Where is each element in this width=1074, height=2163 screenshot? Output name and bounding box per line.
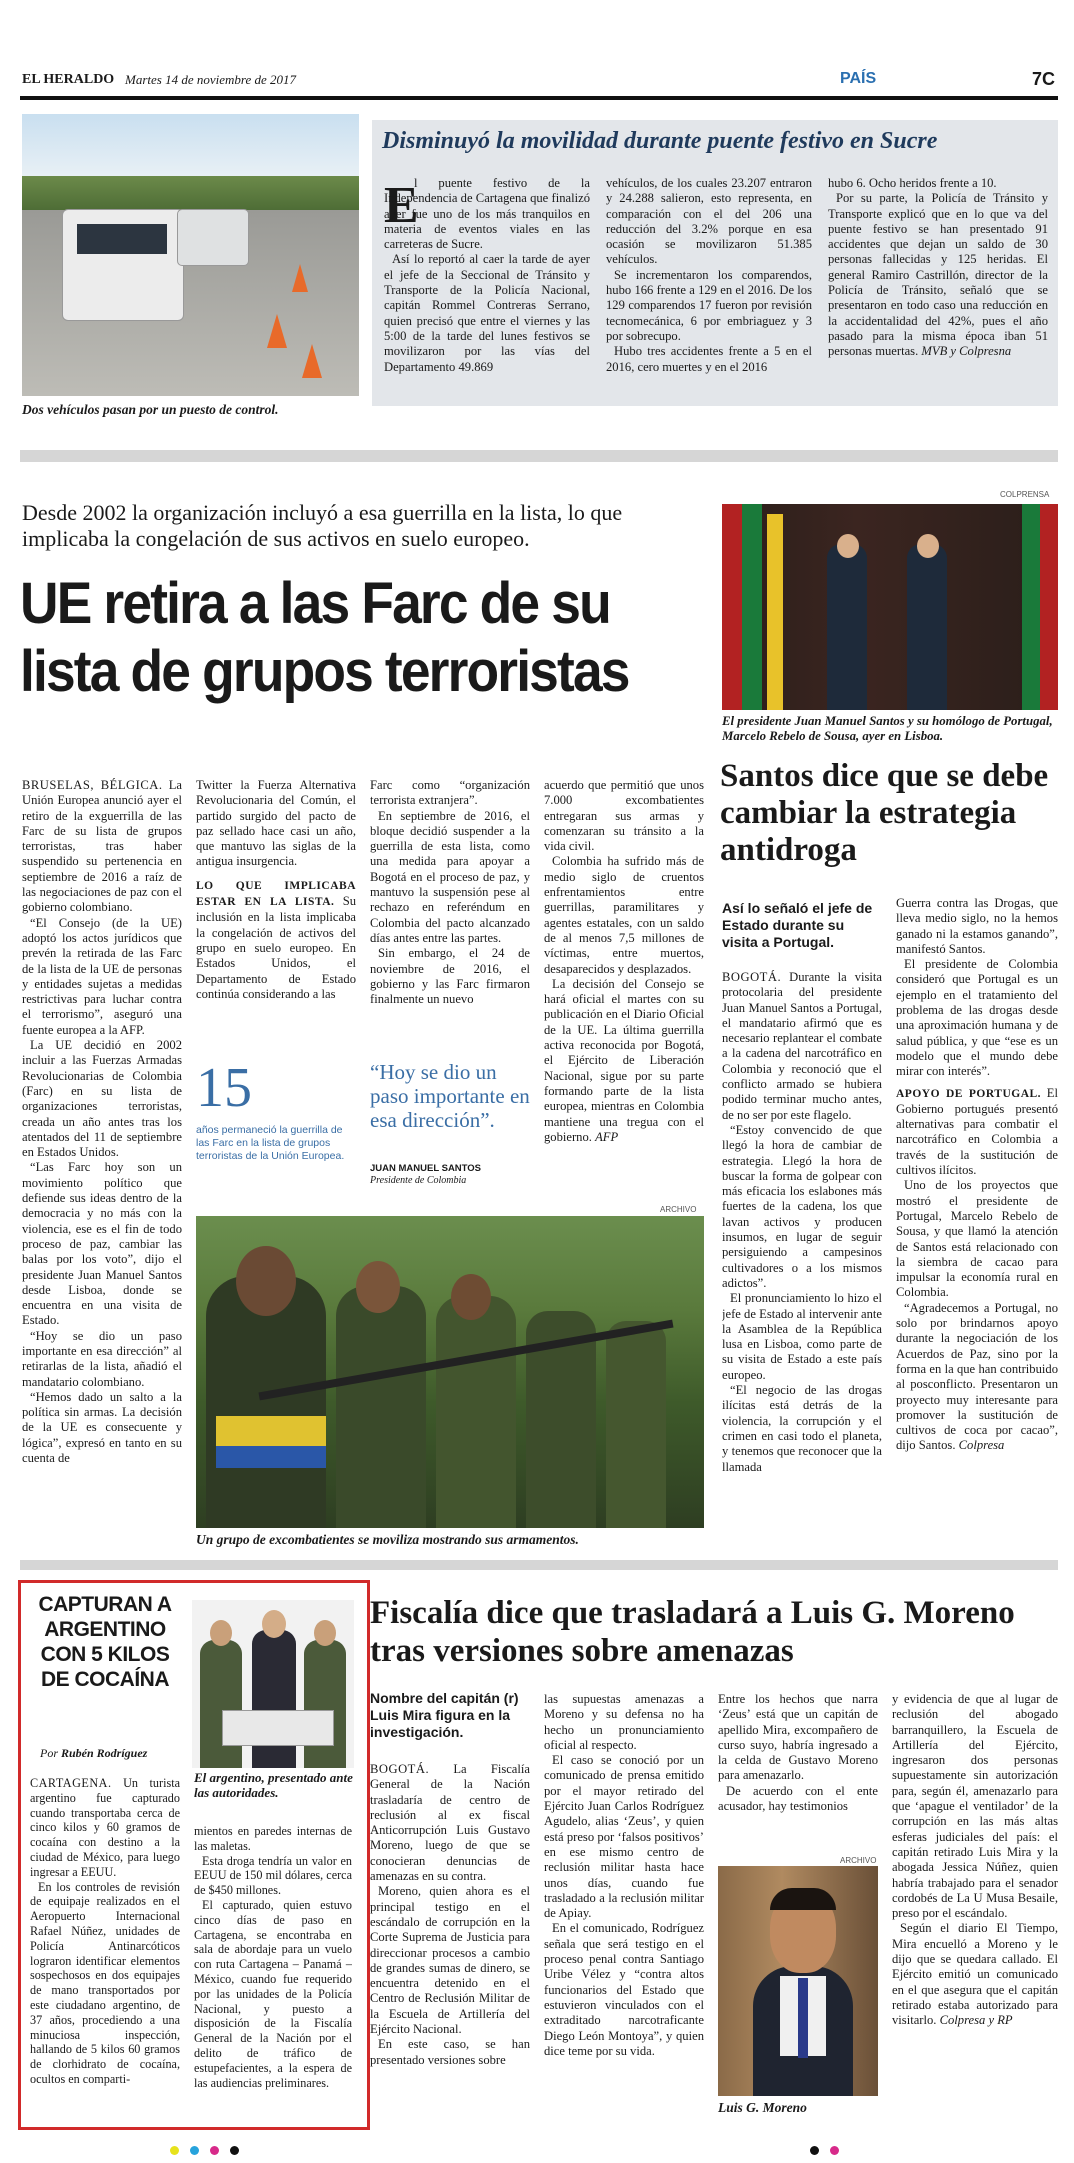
argentino-photo	[192, 1600, 354, 1768]
argentino-photo-caption: El argentino, presentado ante las autoridades.	[194, 1770, 353, 1800]
moreno-photo	[718, 1866, 878, 2096]
fiscalia-col-1: BOGOTÁ. La Fiscalía General de la Nación trasladaría de centro de reclusión al ex fiscal Anticorrupción Luis Gustavo Moreno, luego de que se conocieran denuncias de amenazas en su contra. Moreno, quien ahora es el principal testigo en el escándalo de corrupción en la Corte Suprema de Justicia para direccionar procesos a cambio de grandes sumas de dinero, se encuentra detenido en el Centro de Reclusión Militar de la Escuela de Artillería del Ejército Nacional. En este caso, se han presentado versiones sobre	[370, 1762, 530, 2067]
moreno-photo-credit: ARCHIVO	[840, 1856, 877, 1865]
sucre-col-2: vehículos, de los cuales 23.207 entraron y 24.288 salieron, esto representa, en comparación con el del 206 una reducción del 3.2% porque en esa ocasión se movilizaron 51.385 vehículos. Se incrementaron los comparendos, hubo 166 frente a 129 en el 2016. De los 129 comparendos 17 fueron por revisión tecnomecánica, 6 por embriaguez y 3 por sobrecupo. Hubo tres accidentes frente a 5 en el 2016, cero muertes y en el 2016	[606, 176, 812, 374]
sucre-col-3: hubo 6. Ocho heridos frente a 10. Por su parte, la Policía de Tránsito y Transporte explicó que en lo que va del puente festivo se han presentado 91 accidentes que dejan un saldo de 30 personas fallecidas y 125 heridas. El general Ramiro Castrillón, director de la Policía de Tránsito, señaló que se presentaron en todo caso una reducción en la accidentalidad del 42%, pues el año pasado para la misma época iban 51 personas muertas. MVB y Colpresna	[828, 176, 1048, 359]
argentino-col-1: CARTAGENA. Un turista argentino fue capturado cuando transportaba cerca de cinco kilos y 60 gramos de cocaína con destino a la ciudad de México, para luego ingresar a EEUU. En los controles de revisión de equipaje realizados en el Aeropuerto Internacional Rafael Núñez, unidades de Policía Antinarcóticos lograron identificar elementos sospechosos en dos equipajes de mano transportados por este ciudadano argentino, de 37 años, procediendo a una minuciosa inspección, hallando de 5 kilos 60 gramos de clorhidrato de cocaína, ocultos en comparti-	[30, 1776, 180, 2086]
fiscalia-col-4: y evidencia de que al lugar de reclusión del abogado barranquillero, la Escuela de Artillería del Ejército, ingresaron dos personas supuestamente sin autorización para, según él, amenazarlo para que ‘apague el ventilador’ de la corrupción en las más altas esferas judiciales del país: el capitán retirado Luis Mira y la abogada Jessica Núñez, quien habría trabajado para el senador cordobés de La U Musa Besaile, preso por el escándalo. Según el diario El Tiempo, Mira encuelló a Moreno y le dijo que se quedara callado. El Ejército emitió un comunicado en el que asegura que el capitán retirado estaba autorizado para visitarlo. Colpresa y RP	[892, 1692, 1058, 2028]
issue-date: Martes 14 de noviembre de 2017	[125, 72, 297, 87]
farc-kicker: Desde 2002 la organización incluyó a esa guerrilla en la lista, lo que implicaba la congelación de sus activos en suelo europeo.	[22, 500, 623, 551]
page-number: 7C	[1032, 69, 1056, 89]
argentino-byline: Por Rubén Rodríguez	[40, 1746, 148, 1760]
quote-role: Presidente de Colombia	[370, 1175, 467, 1186]
color-register-marks	[170, 2146, 870, 2156]
fiscalia-headline: Fiscalía dice que trasladará a Luis G. Moreno tras versiones sobre amenazas	[370, 1595, 1015, 1669]
masthead	[22, 68, 1057, 94]
santos-photo-caption: El presidente Juan Manuel Santos y su homólogo de Portugal, Marcelo Rebelo de Sousa, ayer en Lisboa.	[722, 714, 1053, 743]
farc-col-1: BRUSELAS, BÉLGICA. La Unión Europea anunció ayer el retiro de la exguerrilla de las Farc de su lista de grupos terroristas, tras haber suspendido su pertenencia en septiembre de 2016 a raíz de las negociaciones de paz con el gobierno colombiano. “El Consejo (de la UE) adoptó los actos jurídicos que prevén la retirada de las Farc de la lista de la UE de personas y entidades sujetas a medidas restrictivas para luchar contra el terrorismo”, aseguró una fuente europea a la AFP. La UE decidió en 2002 incluir a las Fuerzas Armadas Revolucionarias de Colombia (Farc) en su lista de organizaciones terroristas, creada un año antes tras los atentados del 11 de septiembre en Estados Unidos. “Las Farc hoy son un movimiento político que defiende sus ideas dentro de la democracia y no más con la violencia, ese es el fin de todo proceso de paz, cambiar las balas por los voto”, dijo el presidente Juan Manuel Santos desde Lisboa, donde se encuentra en una visita de Estado. “Hoy se dio un paso importante en esa dirección” al retirarlas de la lista, añadió el mandatario colombiano. “Hemos dado un salto a la política sin armas. La decisión de la UE es consecuente y lógica”, expresó en tanto en su cuenta de	[22, 778, 182, 1466]
farc-headline: UE retira a las Farc de su lista de grupos terroristas	[20, 571, 629, 704]
sucre-dropcap: E	[384, 177, 419, 234]
quote-author: JUAN MANUEL SANTOS	[370, 1163, 482, 1174]
sucre-photo	[22, 114, 359, 396]
santos-headline: Santos dice que se debe cambiar la estrategia antidroga	[720, 758, 1049, 868]
paper-name: EL HERALDO	[22, 72, 115, 87]
farc-col-2: Twitter la Fuerza Alternativa Revolucionaria del Común, el partido surgido del pacto de paz sellado hace casi un año, que mantuvo las siglas de la antigua insurgencia. LO QUE IMPLICABA ESTAR EN LA LISTA. Su inclusión en la lista implicaba la congelación de activos del grupo en suelo europeo. En Estados Unidos, el Departamento de Estado continúa considerando a las	[196, 778, 356, 1001]
photo-credit: COLPRENSA	[1000, 490, 1050, 499]
fiscalia-deck: Nombre del capitán (r) Luis Mira figura en la investigación.	[370, 1690, 519, 1740]
fiscalia-col-2: las supuestas amenazas a Moreno y su defensa no ha hecho un pronunciamiento oficial al respecto. El caso se conoció por un comunicado de prensa emitido por el mayor retirado del Ejército Juan Carlos Rodríguez Agudelo, alias ‘Zeus’, y quien está preso por ‘falsos positivos’ en ese mismo centro de reclusión militar hasta hace unos días, cuando fue trasladado a la reclusión militar de Apiay. En el comunicado, Rodríguez señala que será testigo en el proceso penal contra Santiago Uribe Vélez y “contra altos funcionarios del Estado que estuvieron vinculados con el extraditado narcotraficante Diego León Montoya”, y quien dice teme por su vida.	[544, 1692, 704, 2058]
sucre-headline: Disminuyó la movilidad durante puente festivo en Sucre	[382, 128, 938, 154]
santos-col-1: BOGOTÁ. Durante la visita protocolaria del presidente Juan Manuel Santos a Portugal, el mandatario afirmó que es necesario replantear el combate a la cadena del narcotráfico en Colombia y reconoció que el conflicto armado se hubiera podido terminar mucho antes, de no ser por este flagelo. “Estoy convencido de que llegó la hora de cambiar de estrategia. Llegó la hora de buscar la forma de golpear con más eficacia los eslabones más fuertes de la cadena, los que lavan activos y producen insumos, en lugar de seguir persiguiendo a campesinos cultivadores o a los mismos adictos”. El pronunciamiento lo hizo el jefe de Estado al intervenir ante la Asamblea de la República lusa en Lisboa, como parte de su visita de Estado a este país europeo. “El negocio de las drogas ilícitas está detrás de la violencia, la corrupción y el crimen en casi todo el planeta, y tenemos que reconocer que la llamada	[722, 970, 882, 1474]
pull-quote: “Hoy se dio un paso importante en esa dirección”.	[370, 1060, 530, 1132]
divider-band	[20, 450, 1058, 462]
santos-deck: Así lo señaló el jefe de Estado durante su visita a Portugal.	[722, 900, 873, 950]
guerrilla-photo-caption: Un grupo de excombatientes se moviliza mostrando sus armamentos.	[196, 1532, 579, 1547]
header-rule	[20, 96, 1058, 100]
guerrilla-photo	[196, 1216, 704, 1528]
farc-col-4: acuerdo que permitió que unos 7.000 excombatientes entregaran sus armas y comenzaran su tránsito a la vida civil. Colombia ha sufrido más de medio siglo de cruentos enfrentamientos entre guerrillas, paramilitares y agentes estatales, con un saldo de al menos 7,5 millones de víctimas, entre muertos, desaparecidos y desplazados. La decisión del Consejo se hará oficial el martes con su publicación en el Diario Oficial de la UE. La última guerrilla activa reconocida por Bogotá, el Ejército de Liberación Nacional, sigue por su parte formando parte de la lista europea, mientras en Colombia mantiene una tregua con el gobierno. AFP	[544, 778, 704, 1144]
moreno-photo-caption: Luis G. Moreno	[718, 2100, 807, 2115]
photo2-credit: ARCHIVO	[660, 1205, 697, 1214]
santos-photo	[722, 504, 1058, 710]
section-name: PAÍS	[840, 70, 877, 87]
sucre-col-1: l puente festivo de la Independencia de Cartagena que finalizó ayer fue uno de los más tranquilos en materia de eventos viales en las carreteras de Sucre. Así lo reportó al caer la tarde de ayer el jefe de la Seccional de Tránsito y Transporte de la Policía Nacional, capitán Rommel Contreras Serrano, quien precisó que entre el viernes y las 5:00 de la tarde del lunes festivos se movilizaron por las vías del Departamento 49.869	[384, 176, 590, 374]
santos-col-2: Guerra contra las Drogas, que lleva medio siglo, no la hemos ganado ni la estamos ganando”, manifestó Santos. El presidente de Colombia consideró que Portugal es un ejemplo en el tratamiento del problema de las drogas desde una aproximación humana y de salud pública, y que “ese es un modelo que el mundo debe mirar con interés”. APOYO DE PORTUGAL. El Gobierno portugués presentó alternativas para combatir el narcotráfico en Colombia a través de la sustitución de cultivos ilícitos. Uno de los proyectos que mostró el presidente de Portugal, Marcelo Rebelo de Sousa, y que llamó la atención de Santos está relacionado con la siembra de cacao para impulsar la economía rural en Colombia. “Agradecemos a Portugal, no solo por brindarnos apoyo durante la negociación de los Acuerdos de Paz, sino por la forma en la que han contribuido al posconflicto. Presentaron un proyecto muy interesante para promover la sustitución de cultivos de coca por cacao”, dijo Santos. Colpresa	[896, 896, 1058, 1453]
stat-text: años permaneció la guerrilla de las Farc en la lista de grupos terroristas de la Unión Europea.	[196, 1124, 345, 1162]
argentino-headline: CAPTURAN A ARGENTINO CON 5 KILOS DE COCAÍNA	[38, 1593, 172, 1691]
argentino-col-2: mientos en paredes internas de las maletas. Esta droga tendría un valor en EEUU de 150 mil dólares, cerca de $450 millones. El capturado, quien estuvo cinco días de paso en Cartagena, se encontraba en sala de abordaje para un vuelo con ruta Cartagena – Panamá – México, cuando fue requerido por las unidades de la Policía Nacional, y puesto a disposición de la Fiscalía General de la Nación por el delito de tráfico de estupefacientes, a la espera de las audiencias preliminares.	[194, 1824, 352, 2090]
sucre-photo-caption: Dos vehículos pasan por un puesto de control.	[22, 402, 279, 417]
stat-number: 15	[196, 1057, 252, 1119]
farc-col-3: Farc como “organización terrorista extranjera”. En septiembre de 2016, el bloque decidió suspender a la guerrilla de esta lista, como una medida para apoyar a Bogotá en el proceso de paz, y mantuvo la suspensión pese al rechazo en referéndum en Colombia del pacto alcanzado días antes entre las partes. Sin embargo, el 24 de noviembre de 2016, el gobierno y las Farc firmaron finalmente un nuevo	[370, 778, 530, 1007]
fiscalia-col-3: Entre los hechos que narra ‘Zeus’ está que un capitán de apellido Mira, excompañero de curso suyo, habría ingresado a la celda de Gustavo Moreno para amenazarlo. De acuerdo con el ente acusador, hay testimonios	[718, 1692, 878, 1814]
divider-band-2	[20, 1560, 1058, 1570]
